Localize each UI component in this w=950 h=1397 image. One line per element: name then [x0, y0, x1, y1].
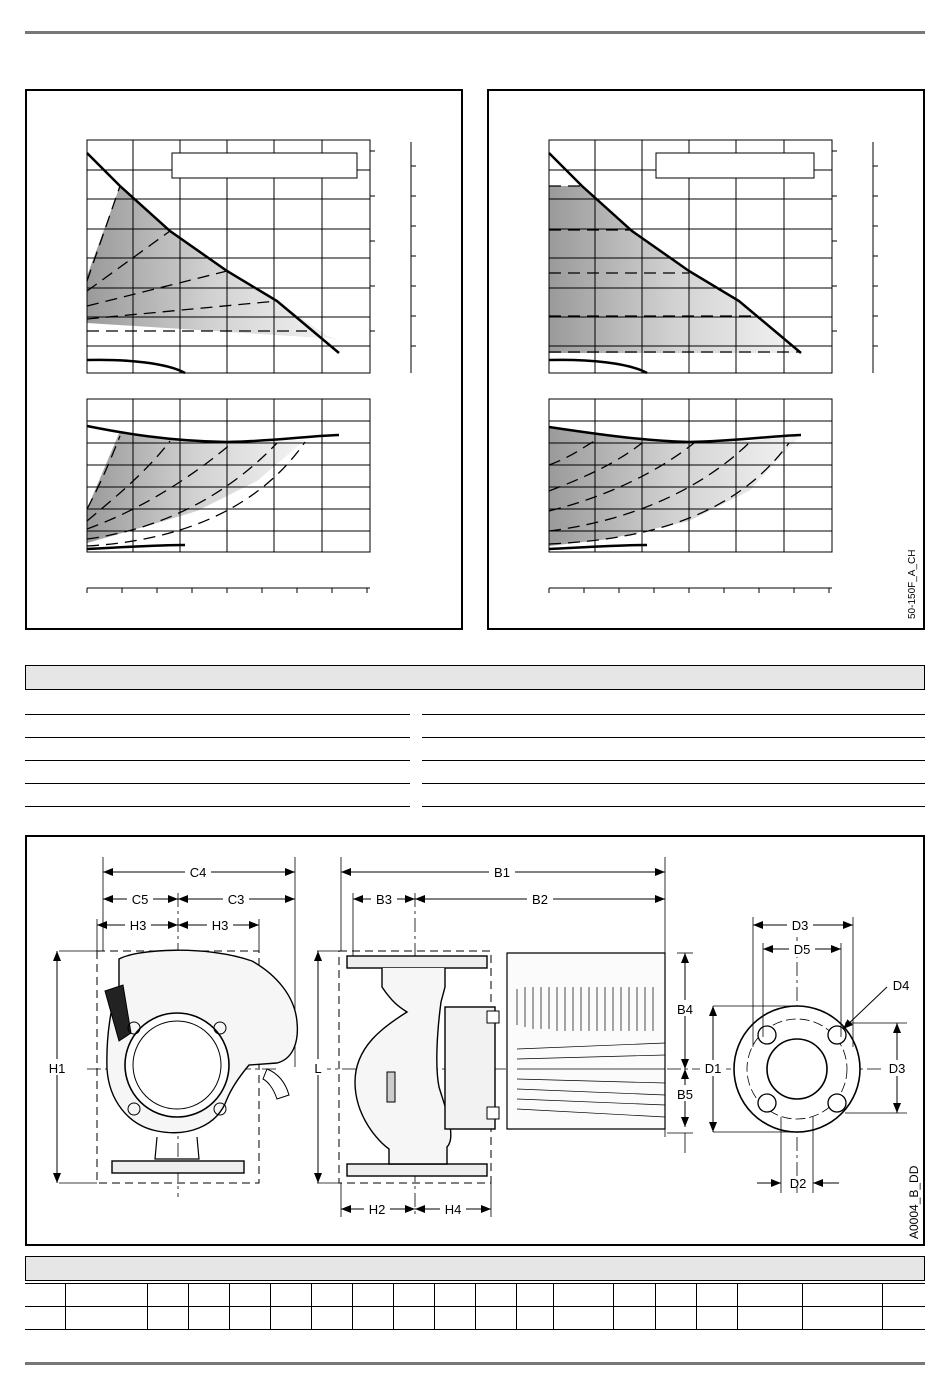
dim-h4: H4 [444, 1202, 462, 1217]
dim-c4: C4 [189, 865, 207, 880]
dim-c3: C3 [227, 892, 245, 907]
top-rule [25, 31, 925, 34]
left-chart-panel [25, 89, 463, 630]
dimension-table [25, 1283, 925, 1330]
dimension-drawing-panel [25, 835, 925, 1246]
table-row [25, 1307, 925, 1330]
dim-d4: D4 [892, 978, 910, 993]
dim-b2: B2 [532, 892, 548, 907]
chart-code-label: 50-150F_A_CH [907, 549, 918, 619]
dim-c5: C5 [131, 892, 149, 907]
left-upper-plot [87, 140, 416, 373]
dim-d2: D2 [789, 1176, 807, 1191]
dim-d3-right: D3 [888, 1061, 906, 1076]
right-lower-plot [549, 399, 832, 593]
bottom-rule [25, 1362, 925, 1365]
right-upper-plot [549, 140, 878, 373]
right-chart-svg [489, 91, 927, 632]
front-view [87, 857, 297, 1197]
dim-d5: D5 [793, 942, 811, 957]
right-chart-panel [487, 89, 925, 630]
spec-header-bar [25, 665, 925, 690]
flange-view [713, 917, 907, 1193]
dim-b3: B3 [376, 892, 392, 907]
table-row [25, 1284, 925, 1307]
pump-drawing-svg [27, 837, 927, 1248]
dim-d1: D1 [704, 1061, 722, 1076]
drawing-code-label: A0004_B_DD [907, 1165, 921, 1239]
dim-h3-left: H3 [129, 918, 147, 933]
dim-b1: B1 [494, 865, 510, 880]
dim-h2: H2 [368, 1202, 386, 1217]
dim-b4: B4 [677, 1002, 693, 1017]
dim-b5: B5 [677, 1087, 693, 1102]
dim-h3-right: H3 [211, 918, 229, 933]
side-view [317, 857, 717, 1217]
dim-l: L [314, 1061, 322, 1076]
left-lower-plot [87, 399, 370, 593]
dim-h1: H1 [48, 1061, 66, 1076]
dimension-table-header-bar [25, 1256, 925, 1281]
left-chart-svg [27, 91, 465, 632]
dim-d3-top: D3 [791, 918, 809, 933]
